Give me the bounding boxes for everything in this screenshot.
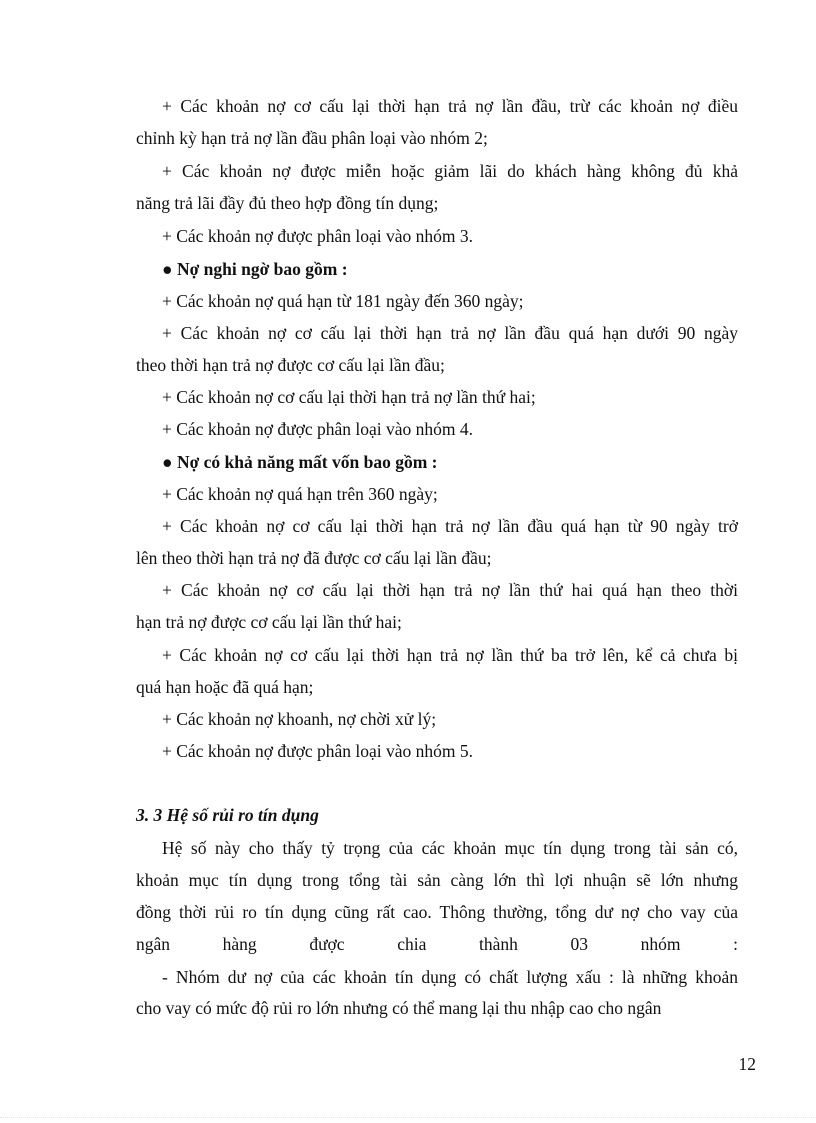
- text-line: Hệ số này cho thấy tỷ trọng của các khoản mục tín dụng trong tài sản có,: [162, 838, 738, 858]
- spread-word: được: [309, 934, 345, 954]
- spread-word: ngân: [136, 934, 171, 954]
- spread-word: hàng: [222, 934, 257, 954]
- text-line: + Các khoản nợ được phân loại vào nhóm 3.: [162, 226, 473, 246]
- spread-word: 03: [570, 934, 588, 954]
- text-line: + Các khoản nợ cơ cấu lại thời hạn trả nợ lần thứ hai quá hạn theo thời: [162, 580, 738, 600]
- text-line: + Các khoản nợ được phân loại vào nhóm 4.: [162, 419, 473, 439]
- text-line: + Các khoản nợ cơ cấu lại thời hạn trả nợ lần đầu quá hạn từ 90 ngày trở: [162, 516, 738, 536]
- spread-word: :: [733, 934, 738, 954]
- text-line: cho vay có mức độ rủi ro lớn nhưng có thể mang lại thu nhập cao cho ngân: [136, 998, 662, 1018]
- text-line: + Các khoản nợ được phân loại vào nhóm 5.: [162, 741, 473, 761]
- text-line: quá hạn hoặc đã quá hạn;: [136, 677, 314, 697]
- text-line: + Các khoản nợ cơ cấu lại thời hạn trả nợ lần thứ hai;: [162, 387, 536, 407]
- text-line: - Nhóm dư nợ của các khoản tín dụng có chất lượng xấu : là những khoản: [162, 967, 738, 987]
- section-bullet-heading: ● Nợ nghi ngờ bao gồm :: [162, 259, 348, 279]
- text-line: + Các khoản nợ cơ cấu lại thời hạn trả nợ lần đầu, trừ các khoản nợ điều: [162, 96, 738, 116]
- text-line: lên theo thời hạn trả nợ đã được cơ cấu lại lần đầu;: [136, 548, 492, 568]
- text-line: + Các khoản nợ quá hạn trên 360 ngày;: [162, 484, 438, 504]
- text-line: + Các khoản nợ khoanh, nợ chời xử lý;: [162, 709, 437, 729]
- text-line: + Các khoản nợ cơ cấu lại thời hạn trả nợ lần thứ ba trở lên, kể cả chưa bị: [162, 645, 738, 665]
- spread-word: thành: [478, 934, 518, 954]
- text-line: hạn trả nợ được cơ cấu lại lần thứ hai;: [136, 612, 402, 632]
- page-bottom-edge: [0, 1117, 816, 1118]
- text-line: theo thời hạn trả nợ được cơ cấu lại lần đầu;: [136, 355, 445, 375]
- text-line: đồng thời rủi ro tín dụng cũng rất cao. Thông thường, tổng dư nợ cho vay của: [136, 902, 738, 922]
- section-bullet-heading: ● Nợ có khả năng mất vốn bao gồm :: [162, 452, 438, 472]
- page-number: 12: [738, 1054, 756, 1074]
- section-heading: 3. 3 Hệ số rủi ro tín dụng: [136, 805, 319, 825]
- text-line: năng trả lãi đầy đủ theo hợp đồng tín dụng;: [136, 193, 439, 213]
- text-line: + Các khoản nợ quá hạn từ 181 ngày đến 360 ngày;: [162, 291, 524, 311]
- text-line: + Các khoản nợ được miễn hoặc giảm lãi do khách hàng không đủ khả: [162, 161, 738, 181]
- spread-word: nhóm: [640, 934, 681, 954]
- text-line: [136, 933, 738, 955]
- spread-word: chia: [397, 934, 427, 954]
- text-line: khoản mục tín dụng trong tổng tài sản càng lớn thì lợi nhuận sẽ lớn nhưng: [136, 870, 738, 890]
- text-line: + Các khoản nợ cơ cấu lại thời hạn trả nợ lần đầu quá hạn dưới 90 ngày: [162, 323, 738, 343]
- text-line: chỉnh kỳ hạn trả nợ lần đầu phân loại vào nhóm 2;: [136, 128, 488, 148]
